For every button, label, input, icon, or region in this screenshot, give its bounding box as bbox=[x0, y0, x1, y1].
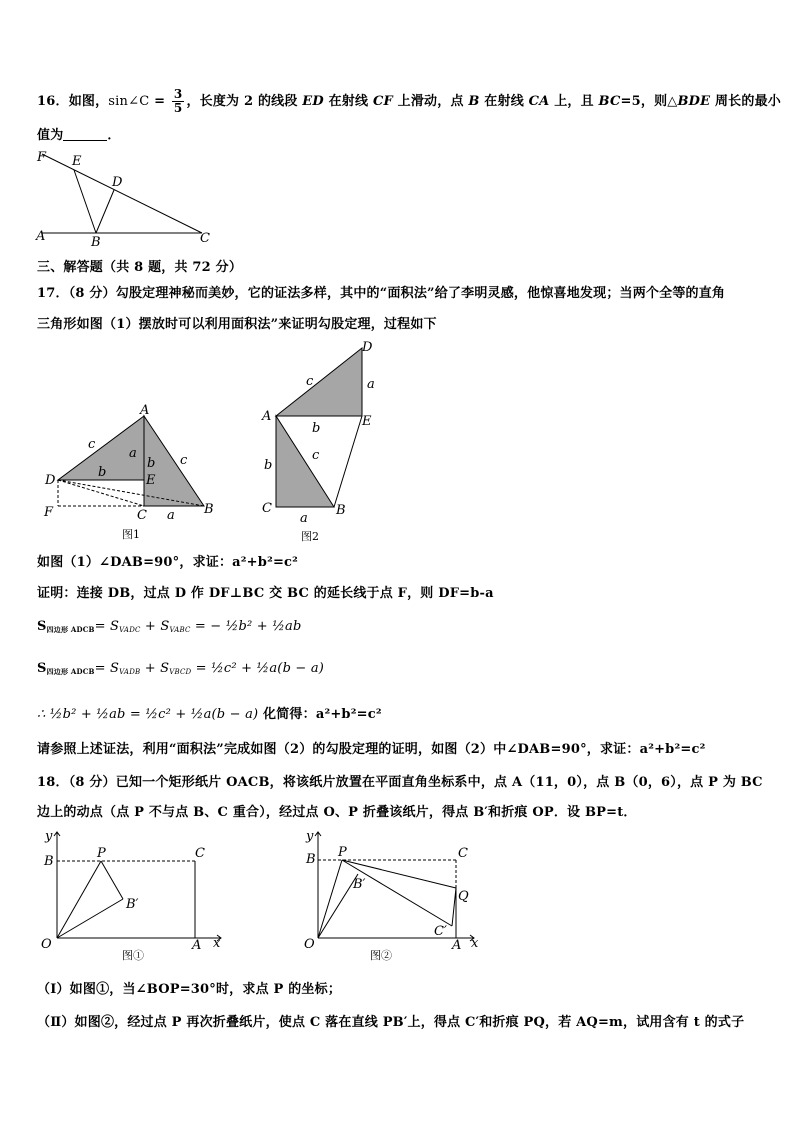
fig18-2-label-Q: Q bbox=[458, 889, 469, 904]
fig2-label-C: C bbox=[262, 501, 272, 516]
fig18-1-caption: 图① bbox=[122, 949, 144, 962]
q18-figure2 bbox=[298, 828, 488, 963]
label-C: C bbox=[200, 231, 210, 246]
label-F: F bbox=[37, 150, 47, 165]
fig18-2-label-P: P bbox=[338, 845, 347, 860]
fig1-label-A: A bbox=[140, 403, 150, 418]
q17-line2: 三角形如图（1）摆放时可以利用面积法”来证明勾股定理，过程如下 bbox=[37, 317, 437, 332]
q17-given: 如图（1）∠DAB=90°，求证：a²+b²=c² bbox=[37, 555, 299, 570]
q17-figure2 bbox=[258, 338, 388, 548]
label-D: D bbox=[112, 175, 123, 190]
answer-blank bbox=[63, 128, 107, 141]
q18-part2: （Ⅱ）如图②，经过点 P 再次折叠纸片，使点 C 落在直线 PB′上，得点 C′和折痕 PQ，若 AQ=m，试用含有 t 的式子 bbox=[37, 1015, 745, 1030]
fig2-label-b-left: b bbox=[264, 458, 273, 473]
fig18-2-label-A: A bbox=[452, 938, 462, 953]
q17-task: 请参照上述证法，利用“面积法”完成如图（2）的勾股定理的证明，如图（2）中∠DAB=90°，求证：a²+b²=c² bbox=[37, 742, 706, 757]
fig18-1-label-O: O bbox=[41, 937, 52, 952]
fig18-1-label-x: x bbox=[213, 936, 221, 951]
fig2-label-D: D bbox=[362, 340, 373, 355]
fig1-label-b-bottom: b bbox=[98, 465, 107, 480]
q18-line2: 边上的动点（点 P 不与点 B、C 重合），经过点 O、P 折叠该纸片，得点 B′和折痕 OP．设 BP=t． bbox=[37, 805, 637, 820]
q16-figure bbox=[34, 148, 224, 248]
fig2-caption: 图2 bbox=[301, 530, 319, 543]
q17-line1: 17．（8 分）勾股定理神秘而美妙，它的证法多样，其中的“面积法”给了李明灵感，他惊喜地发现；当两个全等的直角 bbox=[37, 286, 726, 301]
fig2-label-A: A bbox=[262, 409, 272, 424]
section-heading: 三、解答题（共 8 题，共 72 分） bbox=[37, 260, 243, 275]
q18-figure1 bbox=[35, 828, 235, 963]
fig18-1-label-y: y bbox=[45, 829, 53, 844]
fig1-label-b-mid: b bbox=[147, 456, 156, 471]
fig2-label-B: B bbox=[336, 503, 346, 518]
fig18-2-caption: 图② bbox=[370, 949, 392, 962]
fig2-label-c-diag: c bbox=[312, 448, 320, 463]
q17-conclusion: ∴ ½b² + ½ab = ½c² + ½a(b − a) 化简得：a²+b²=c² bbox=[37, 707, 382, 722]
fig18-2-label-C: C bbox=[458, 846, 468, 861]
fig1-label-a-bottom: a bbox=[167, 508, 175, 523]
label-E: E bbox=[72, 154, 82, 169]
q16-line1: 16．如图，sin∠C = $\frac{3}{5}$ ，长度为 2 的线段 ED 在射线 CF 上滑动，点 B 在射线 CA 上，且 BC=5，则△BDE 周长的最小 bbox=[37, 87, 781, 115]
q17-area-eq2: $S_{四边形 ADCB}= S_{VADB} + S_{VBCD}$ = ½c² + ½a(b − a) bbox=[37, 661, 325, 676]
fig1-label-C: C bbox=[137, 508, 147, 523]
q16-line2: 值为 ． bbox=[37, 128, 121, 143]
fig2-label-E: E bbox=[362, 414, 372, 429]
fig18-2-label-Bprime: B′ bbox=[353, 877, 366, 892]
fig1-label-a-mid: a bbox=[129, 446, 137, 461]
fig18-2-label-Cprime: C′ bbox=[434, 924, 447, 939]
fig2-label-c-top: c bbox=[306, 374, 314, 389]
fraction: $\frac{3}{5}$ bbox=[173, 87, 183, 115]
q17-area-eq1: $S_{四边形 ADCB}= S_{VADC} + S_{VABC}$ = − ½b² + ½ab bbox=[37, 619, 302, 634]
q18-part1: （Ⅰ）如图①，当∠BOP=30°时，求点 P 的坐标； bbox=[37, 982, 342, 997]
fig1-caption: 图1 bbox=[122, 528, 140, 541]
q17-proof-line1: 证明：连接 DB，过点 D 作 DF⊥BC 交 BC 的延长线于点 F，则 DF=b-a bbox=[37, 586, 494, 601]
fig2-label-a-right: a bbox=[367, 377, 375, 392]
fig1-label-D: D bbox=[45, 473, 56, 488]
label-B: B bbox=[91, 235, 101, 250]
fig2-label-b-mid: b bbox=[312, 421, 321, 436]
fig1-label-E: E bbox=[146, 473, 156, 488]
fig1-label-c-left: c bbox=[88, 437, 96, 452]
fig18-2-label-x: x bbox=[471, 936, 479, 951]
label-A: A bbox=[36, 229, 46, 244]
fig18-1-label-P: P bbox=[97, 846, 106, 861]
fig18-1-label-B: B bbox=[44, 854, 54, 869]
q18-line1: 18．（8 分）已知一个矩形纸片 OACB，将该纸片放置在平面直角坐标系中，点 A（11，0），点 B（0，6），点 P 为 BC bbox=[37, 775, 763, 790]
q17-figure1 bbox=[38, 400, 218, 545]
fig18-2-label-O: O bbox=[304, 937, 315, 952]
fig18-2-label-B: B bbox=[306, 852, 316, 867]
fig18-1-label-C: C bbox=[195, 846, 205, 861]
fig1-label-c-right: c bbox=[180, 453, 188, 468]
fig1-label-B: B bbox=[204, 502, 214, 517]
fig18-1-label-Bprime: B′ bbox=[126, 897, 139, 912]
fig18-2-label-y: y bbox=[306, 829, 314, 844]
fig1-label-F: F bbox=[44, 505, 54, 520]
fig18-1-label-A: A bbox=[192, 938, 202, 953]
fig2-label-a-bottom: a bbox=[300, 511, 308, 526]
